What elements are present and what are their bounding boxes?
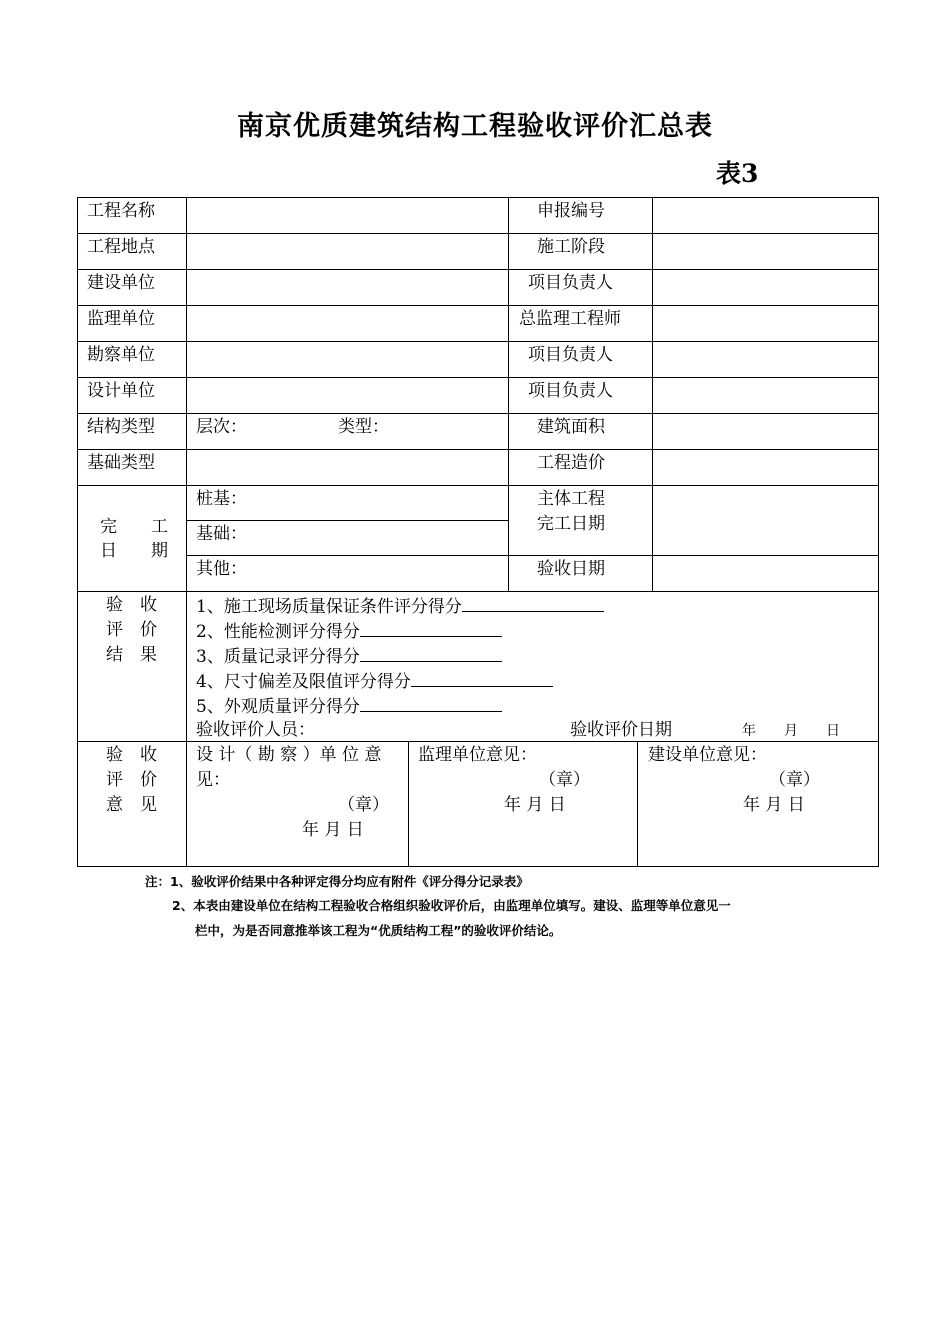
row-divider xyxy=(77,305,879,306)
row-divider xyxy=(77,377,879,378)
label-building-area: 建筑面积 xyxy=(537,417,605,437)
table-border-bottom xyxy=(77,866,879,867)
score-blank xyxy=(360,644,502,662)
eval-item-2 xyxy=(196,619,502,643)
row-divider xyxy=(77,341,879,342)
label-opinion-1: 验 收 xyxy=(106,745,157,765)
label-project-cost: 工程造价 xyxy=(537,453,605,473)
eval-item-5-text: 5、外观质量评分得分 xyxy=(196,697,360,717)
eval-item-5 xyxy=(196,694,502,718)
column-divider xyxy=(652,197,653,592)
document-title: 南京优质建筑结构工程验收评价汇总表 xyxy=(237,111,713,142)
row-divider xyxy=(77,591,879,592)
score-blank xyxy=(360,619,502,637)
label-main-completion-date: 完工日期 xyxy=(537,514,605,534)
table-border-top xyxy=(77,197,879,198)
label-levels: 层次： xyxy=(196,417,247,437)
column-divider xyxy=(408,741,409,866)
table-number: 表3 xyxy=(716,159,759,188)
row-divider xyxy=(77,269,879,270)
note-line-3: 栏中，为是否同意推举该工程为“优质结构工程”的验收评价结论。 xyxy=(195,923,562,938)
label-supervision-unit: 监理单位 xyxy=(87,309,155,329)
label-design-unit: 设计单位 xyxy=(87,381,155,401)
label-eval-date: 验收评价日期 xyxy=(570,720,672,740)
eval-date-units: 年 月 日 xyxy=(742,723,840,739)
score-blank xyxy=(360,694,502,712)
label-owner-unit: 建设单位 xyxy=(87,273,155,293)
label-main-project: 主体工程 xyxy=(537,489,605,509)
label-project-name: 工程名称 xyxy=(87,201,155,221)
table-border-right xyxy=(878,197,879,867)
eval-item-2-text: 2、性能检测评分得分 xyxy=(196,622,360,642)
design-unit-opinion-label: 设 计（ 勘 察 ）单 位 意 xyxy=(196,745,382,765)
label-project-location: 工程地点 xyxy=(87,237,155,257)
label-eval-1: 验 收 xyxy=(106,595,157,615)
supervision-seal: （章） xyxy=(539,770,590,790)
construction-seal: （章） xyxy=(769,770,820,790)
column-divider xyxy=(508,197,509,592)
eval-item-1-text: 1、施工现场质量保证条件评分得分 xyxy=(196,597,462,617)
label-survey-unit: 勘察单位 xyxy=(87,345,155,365)
label-foundation-type: 基础类型 xyxy=(87,453,155,473)
label-eval-3: 结 果 xyxy=(106,645,157,665)
eval-item-1 xyxy=(196,594,604,618)
label-application-no: 申报编号 xyxy=(537,201,605,221)
label-completion-date: 日 期 xyxy=(100,541,168,561)
construction-opinion-label: 建设单位意见： xyxy=(648,745,767,765)
label-opinion-2: 评 价 xyxy=(106,770,157,790)
label-structure-type: 结构类型 xyxy=(87,417,155,437)
row-divider xyxy=(77,413,879,414)
design-unit-opinion-label-cont: 见： xyxy=(196,770,230,790)
label-foundation: 基础： xyxy=(196,524,247,544)
label-acceptance-date: 验收日期 xyxy=(537,559,605,579)
label-construction-stage: 施工阶段 xyxy=(537,237,605,257)
label-project-leader: 项目负责人 xyxy=(528,381,613,401)
construction-date: 年 月 日 xyxy=(743,795,805,815)
label-type: 类型： xyxy=(338,417,389,437)
label-evaluator: 验收评价人员： xyxy=(196,720,315,740)
supervision-date: 年 月 日 xyxy=(504,795,566,815)
eval-item-3 xyxy=(196,644,502,668)
eval-item-4-text: 4、尺寸偏差及限值评分得分 xyxy=(196,672,411,692)
column-divider xyxy=(637,741,638,866)
label-project-leader: 项目负责人 xyxy=(528,345,613,365)
column-divider xyxy=(186,197,187,867)
supervision-opinion-label: 监理单位意见： xyxy=(418,745,537,765)
row-divider xyxy=(186,520,508,521)
label-chief-supervisor: 总监理工程师 xyxy=(519,309,621,329)
note-line-1: 注：1、验收评价结果中各种评定得分均应有附件《评分得分记录表》 xyxy=(145,874,529,889)
eval-item-4 xyxy=(196,669,553,693)
label-other: 其他： xyxy=(196,559,247,579)
row-divider xyxy=(186,555,879,556)
design-seal: （章） xyxy=(338,795,389,815)
label-project-leader: 项目负责人 xyxy=(528,273,613,293)
label-opinion-3: 意 见 xyxy=(106,795,157,815)
design-date: 年 月 日 xyxy=(302,820,364,840)
label-completion: 完 工 xyxy=(100,517,168,537)
label-eval-2: 评 价 xyxy=(106,620,157,640)
label-pile: 桩基： xyxy=(196,489,247,509)
row-divider xyxy=(77,449,879,450)
row-divider xyxy=(77,485,879,486)
eval-item-3-text: 3、质量记录评分得分 xyxy=(196,647,360,667)
score-blank xyxy=(411,669,553,687)
score-blank xyxy=(462,594,604,612)
note-line-2: 2、本表由建设单位在结构工程验收合格组织验收评价后，由监理单位填写。建设、监理等单位意见一 xyxy=(172,898,731,913)
table-border-left xyxy=(77,197,78,867)
row-divider xyxy=(77,233,879,234)
